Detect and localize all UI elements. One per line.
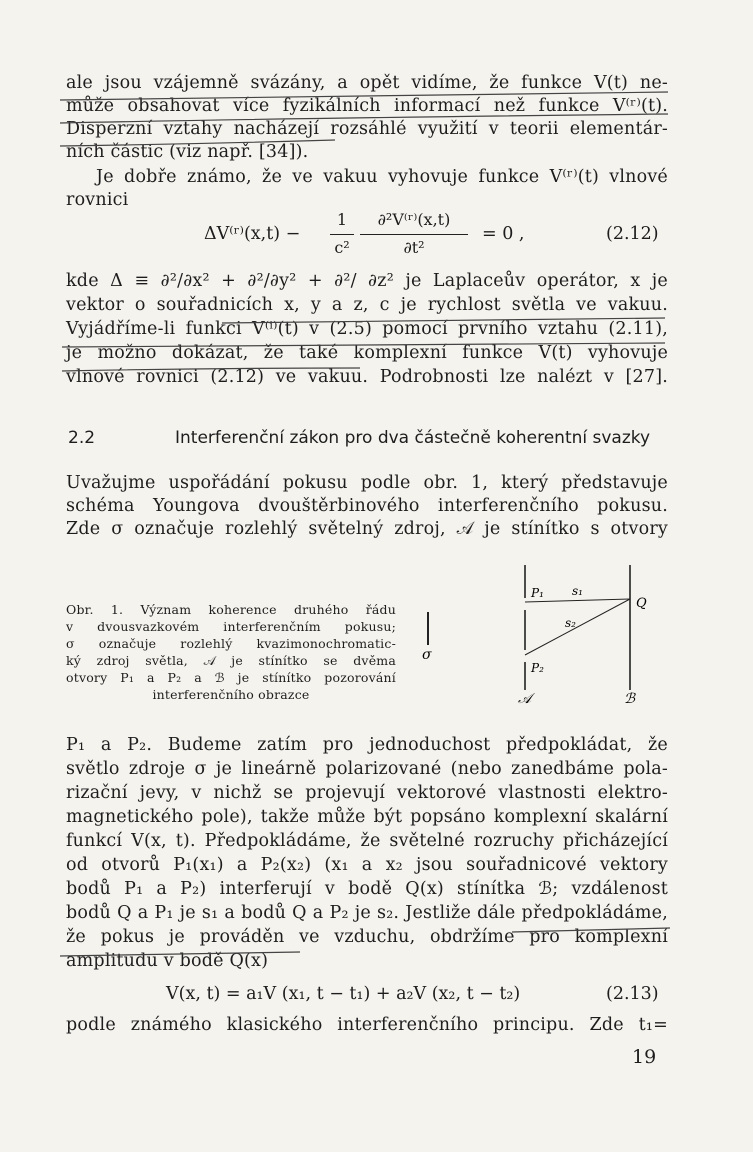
pencil-underline — [512, 928, 670, 932]
s2-label: s₂ — [565, 616, 576, 630]
text-line: funkcí V(x, t). Předpokládáme, že světelné rozruchy přicházející — [66, 831, 668, 851]
text-line: je možno dokázat, že také komplexní funkce V(t) vyhovuje — [66, 343, 668, 363]
screen-b-label: ℬ — [624, 691, 636, 707]
equation-number: (2.12) — [606, 224, 659, 244]
p2-label: P₂ — [531, 661, 544, 675]
fraction-denominator: c² — [334, 238, 350, 257]
pencil-underline — [62, 343, 665, 347]
text-line: od otvorů P₁(x₁) a P₂(x₂) (x₁ a x₂ jsou souřadnicové vektory — [66, 855, 668, 875]
caption-line: interferenčního obrazce — [152, 687, 310, 702]
pencil-underline — [60, 140, 335, 146]
fraction-numerator: 1 — [336, 210, 348, 229]
text-line: rizační jevy, v nichž se projevují vektorové vlastnosti elektro- — [66, 783, 668, 803]
text-line: Uvažujme uspořádání pokusu podle obr. 1, který představuje — [66, 473, 668, 493]
text-line: Je dobře známo, že ve vakuu vyhovuje funkce V⁽ʳ⁾(t) vlnové — [96, 167, 668, 187]
text-line: podle známého klasického interferenčního principu. Zde t₁= — [66, 1015, 668, 1035]
fraction-numerator: ∂²V⁽ʳ⁾(x,t) — [377, 210, 451, 229]
equation-2-13: V(x, t) = a₁V (x₁, t − t₁) + a₂V (x₂, t − t₂) — [166, 984, 521, 1004]
text-line: schéma Youngova dvouštěrbinového interferenčního pokusu. — [66, 496, 668, 516]
caption-line: σ označuje rozlehlý kvazimonochromatic- — [66, 636, 396, 651]
text-line: ních částic (viz např. [34]). — [66, 142, 309, 162]
text-line: Disperzní vztahy nacházejí rozsáhlé využití v teorii elementár- — [66, 119, 668, 139]
caption-line: ký zdroj světla, 𝒜 je stínítko se dvěma — [66, 653, 396, 668]
text-line: vlnové rovnici (2.12) ve vakuu. Podrobnosti lze nalézt v [27]. — [66, 367, 668, 387]
text-line: magnetického pole), takže může být popsáno komplexní skalární — [66, 807, 668, 827]
text-line: Vyjádříme-li funkci V⁽ⁱ⁾(t) v (2.5) pomocí prvního vztahu (2.11), — [66, 319, 668, 339]
text-line: Zde σ označuje rozlehlý světelný zdroj, 𝒜 je stínítko s otvory — [66, 519, 668, 539]
text-line: bodů P₁ a P₂) interferují v bodě Q(x) stínítka ℬ; vzdálenost — [66, 879, 668, 899]
text-line: že pokus je prováděn ve vzduchu, obdržíme pro komplexní — [66, 927, 668, 947]
section-title: Interferenční zákon pro dva částečně koherentní svazky — [175, 428, 651, 448]
text-line: amplitudu v bodě Q(x) — [66, 951, 269, 971]
caption-line: v dvousvazkovém interferenčním pokusu; — [66, 619, 396, 634]
s1-label: s₁ — [572, 584, 583, 598]
pencil-underline — [62, 368, 360, 371]
section-number: 2.2 — [68, 428, 96, 448]
caption-line: otvory P₁ a P₂ a ℬ je stínítko pozorování — [66, 670, 396, 685]
fraction-denominator: ∂t² — [403, 238, 425, 257]
q-label: Q — [636, 596, 647, 611]
text-line: světlo zdroje σ je lineárně polarizované (nebo zanedbáme pola- — [66, 759, 668, 779]
text-line: P₁ a P₂. Budeme zatím pro jednoduchost předpokládat, že — [66, 735, 668, 755]
caption-line: Obr. 1. Význam koherence druhého řádu — [66, 602, 396, 617]
screen-a-label: 𝒜 — [518, 691, 532, 707]
p1-label: P₁ — [531, 586, 544, 600]
equation-number: (2.13) — [606, 984, 659, 1004]
pencil-underline — [60, 114, 668, 123]
text-line: rovnici — [66, 190, 129, 210]
equation-lhs: ΔV⁽ʳ⁾(x,t) − — [204, 224, 301, 244]
page-number: 19 — [632, 1046, 657, 1068]
text-line: kde Δ ≡ ∂²/∂x² + ∂²/∂y² + ∂²/ ∂z² je Laplaceův operátor, x je — [66, 271, 668, 291]
equation-rhs: = 0 , — [482, 224, 525, 244]
source-label: σ — [422, 647, 432, 663]
text-line: ale jsou vzájemně svázány, a opět vidíme, že funkce V(t) ne- — [66, 73, 668, 93]
pencil-underline — [222, 318, 665, 323]
pencil-underline — [60, 952, 300, 956]
text-line: bodů Q a P₁ je s₁ a bodů Q a P₂ je s₂. Jestliže dále předpokládáme, — [66, 903, 668, 923]
text-line: vektor o souřadnicích x, y a z, c je rychlost světla ve vakuu. — [66, 295, 668, 315]
pencil-underline — [60, 92, 668, 100]
text-line: může obsahovat více fyzikálních informací než funkce V⁽ʳ⁾(t). — [66, 96, 668, 116]
